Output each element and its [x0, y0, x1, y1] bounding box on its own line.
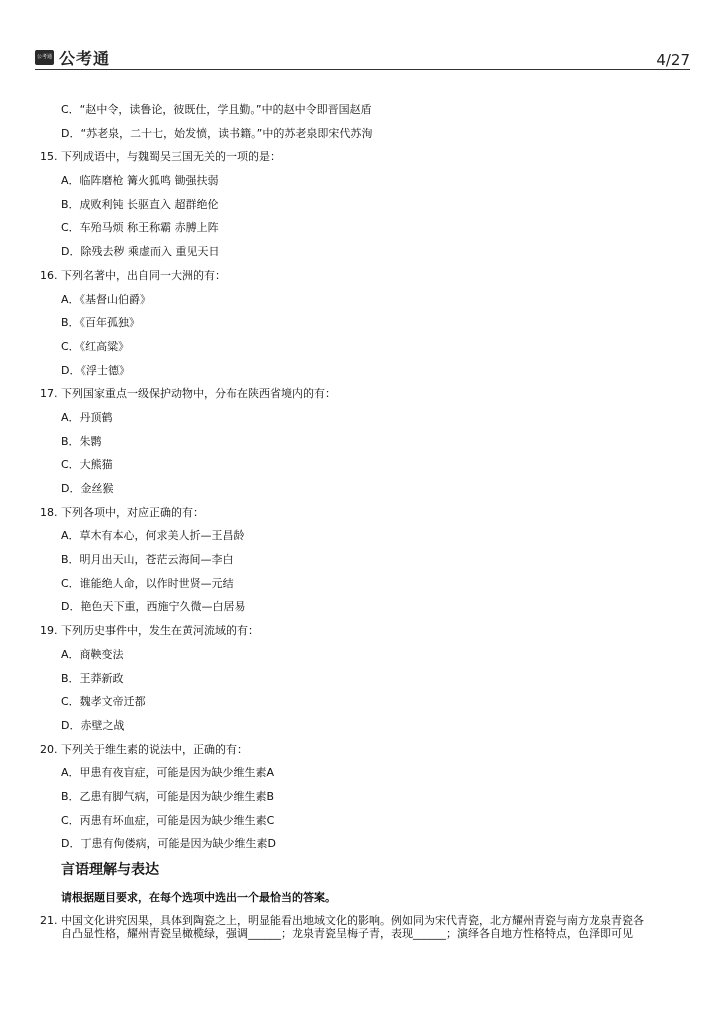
answer-option: A．草木有本心，何求美人折—王昌龄 — [61, 529, 245, 543]
answer-option: D．《浮士德》 — [61, 363, 130, 377]
answer-option: A．临阵磨枪 篝火狐鸣 锄强扶弱 — [61, 174, 219, 188]
page-header — [35, 41, 690, 70]
section-instruction: 请根据题目要求，在每个选项中选出一个最恰当的答案。 — [61, 891, 336, 904]
question-21-line-2: 自凸显性格，耀州青瓷呈橄榄绿，强调______；龙泉青瓷呈梅子青，表现______；演绎各自地方性格特点，色泽即可见 — [61, 927, 633, 940]
question-number: 21. — [40, 914, 58, 927]
answer-option: B．王莽新政 — [61, 671, 124, 685]
logo-badge-icon: 公考通 — [35, 50, 54, 65]
answer-option: A．丹顶鹤 — [61, 410, 113, 424]
question-number: 19. — [40, 624, 58, 638]
question-number: 15. — [40, 150, 58, 164]
question-stem — [40, 743, 692, 756]
answer-option: D．艳色天下重，西施宁久微—白居易 — [61, 600, 246, 614]
answer-option: C．“赵中令，读鲁论，彼既仕，学且勤。”中的赵中令即晋国赵盾 — [61, 103, 372, 116]
answer-option: A．《基督山伯爵》 — [61, 292, 152, 306]
question-stem — [40, 150, 692, 163]
answer-option: C．《红高粱》 — [61, 339, 130, 353]
question-text: 下列关于维生素的说法中，正确的有： — [61, 742, 248, 756]
question-21 — [40, 914, 692, 940]
question-stem — [40, 624, 692, 637]
answer-option: A．商鞅变法 — [61, 647, 124, 661]
question-text: 下列国家重点一级保护动物中，分布在陕西省境内的有： — [61, 387, 336, 401]
answer-option: B．《百年孤独》 — [61, 316, 141, 330]
answer-option: C．大熊猫 — [61, 458, 113, 472]
question-21-line-1 — [40, 914, 692, 927]
question-number: 16. — [40, 268, 58, 282]
question-number: 18. — [40, 505, 58, 519]
answer-option: D．赤壁之战 — [61, 718, 125, 732]
question-text: 下列历史事件中，发生在黄河流域的有： — [61, 624, 259, 638]
answer-option: A．甲患有夜盲症，可能是因为缺少维生素A — [61, 766, 275, 780]
brand-logo — [35, 46, 110, 69]
question-text: 下列成语中，与魏蜀吴三国无关的一项的是： — [61, 150, 281, 164]
question-text: 下列名著中，出自同一大洲的有： — [61, 268, 226, 282]
question-21-text-1: 中国文化讲究因果，具体到陶瓷之上，明显能看出地域文化的影响。例如同为宋代青瓷，北方耀州青瓷与南方龙泉青瓷各 — [61, 914, 644, 927]
answer-option: B．乙患有脚气病，可能是因为缺少维生素B — [61, 789, 275, 803]
question-stem — [40, 506, 692, 519]
question-number: 20. — [40, 742, 58, 756]
answer-option: D．金丝猴 — [61, 482, 114, 495]
question-text: 下列各项中，对应正确的有： — [61, 505, 204, 519]
answer-option: C．丙患有坏血症，可能是因为缺少维生素C — [61, 813, 275, 827]
answer-option: D．除残去秽 乘虚而入 重见天日 — [61, 245, 220, 259]
section-title: 言语理解与表达 — [61, 862, 159, 878]
answer-option: B．成败利钝 长驱直入 超群绝伦 — [61, 197, 219, 211]
question-content — [40, 103, 692, 940]
answer-option: C．谁能绝人命，以作时世贤—元结 — [61, 576, 234, 590]
answer-option: C．魏孝文帝迁都 — [61, 695, 146, 709]
answer-option: D．“苏老泉，二十七，始发愤，读书籍。”中的苏老泉即宋代苏洵 — [61, 126, 373, 140]
question-stem — [40, 387, 692, 400]
question-stem — [40, 269, 692, 282]
question-number: 17. — [40, 387, 58, 401]
question-list — [40, 103, 692, 850]
answer-option: B．明月出天山，苍茫云海间—李白 — [61, 553, 234, 567]
answer-option: C．车殆马烦 称王称霸 赤膊上阵 — [61, 221, 219, 235]
answer-option: B．朱鹮 — [61, 434, 102, 448]
answer-option: D．丁患有佝偻病，可能是因为缺少维生素D — [61, 837, 276, 851]
logo-text: 公考通 — [59, 49, 111, 68]
page-number: 4/27 — [656, 51, 690, 69]
